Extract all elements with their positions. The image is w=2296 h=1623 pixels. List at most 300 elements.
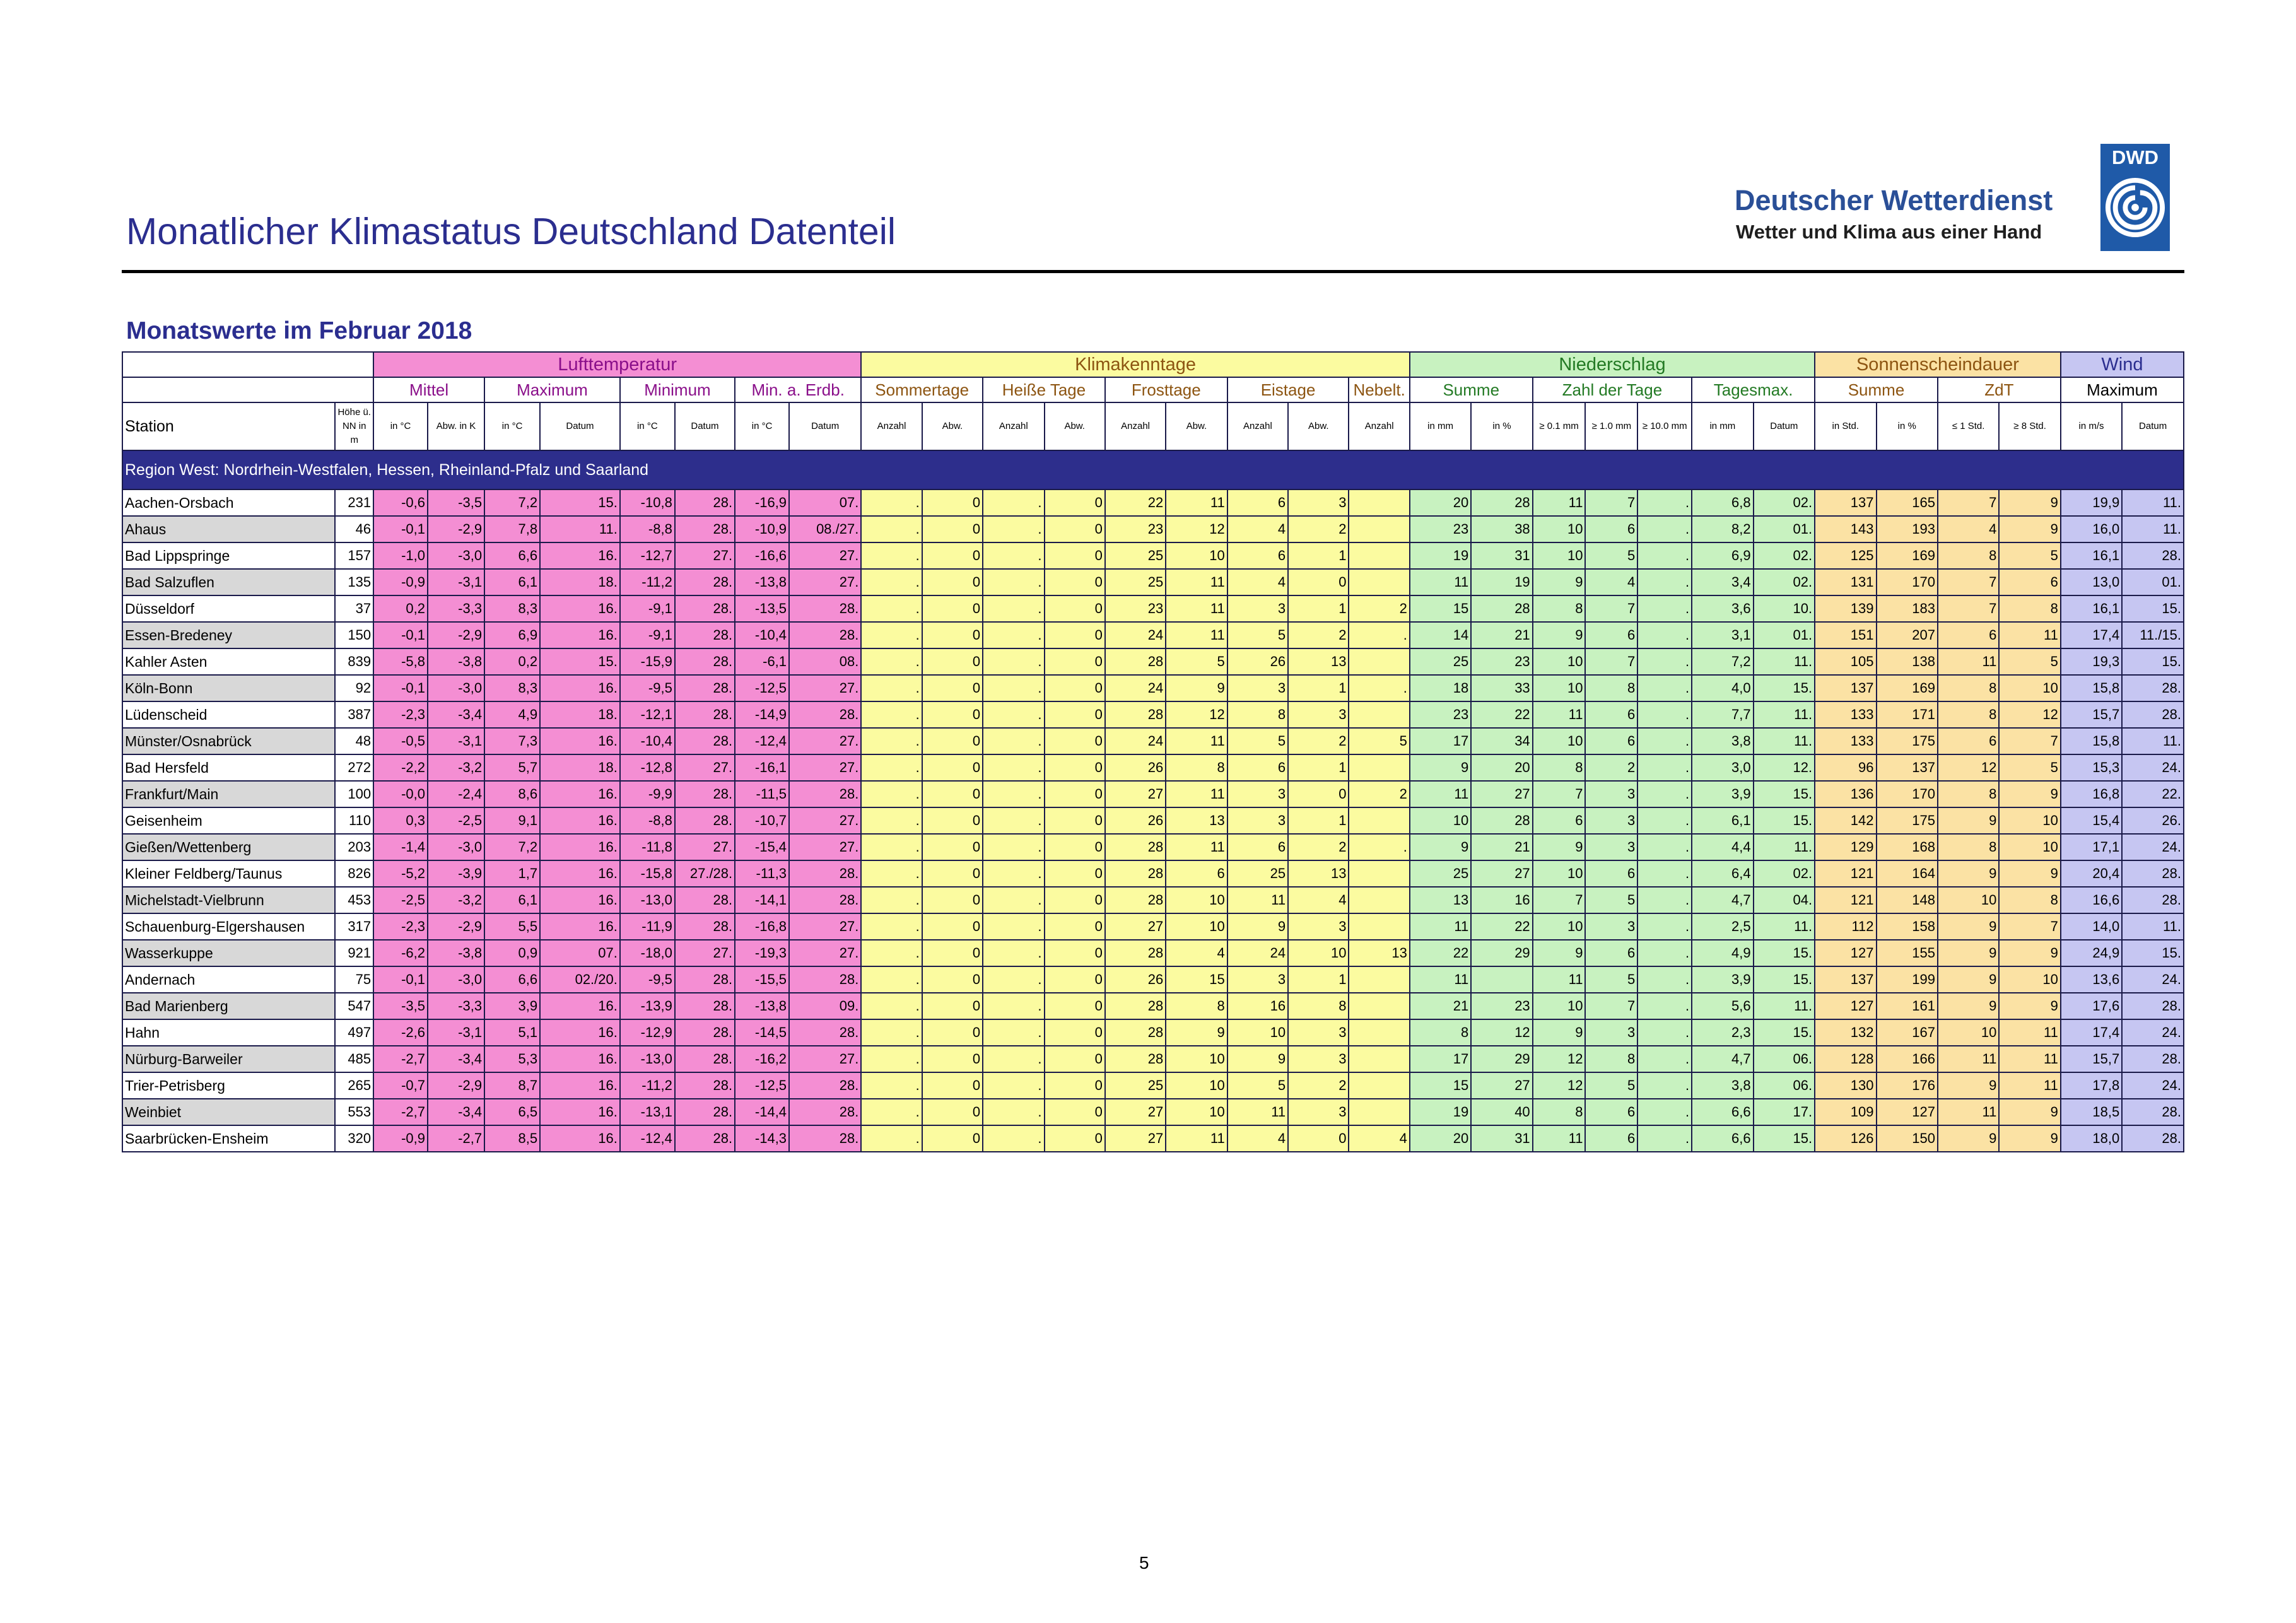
table-cell: 4,9 bbox=[1692, 940, 1753, 966]
station-name: Andernach bbox=[122, 966, 335, 993]
table-cell: 9 bbox=[1999, 781, 2060, 807]
table-cell: 0 bbox=[922, 754, 983, 781]
table-cell: 28 bbox=[1105, 701, 1166, 728]
table-cell: 28. bbox=[2122, 675, 2184, 701]
table-cell: 0 bbox=[922, 834, 983, 860]
table-cell: 9 bbox=[1999, 489, 2060, 516]
table-cell: 8,3 bbox=[484, 675, 540, 701]
table-cell: -3,4 bbox=[428, 701, 484, 728]
table-cell: 25 bbox=[1105, 542, 1166, 569]
table-cell: -3,5 bbox=[373, 993, 428, 1019]
table-cell: 11 bbox=[1166, 489, 1227, 516]
table-cell: 143 bbox=[1815, 516, 1876, 542]
table-cell: 11. bbox=[1754, 834, 1815, 860]
table-cell: 6 bbox=[1585, 1125, 1637, 1152]
table-cell: 20 bbox=[1410, 1125, 1471, 1152]
subgroup-maximum: Maximum bbox=[484, 377, 620, 402]
table-row bbox=[122, 489, 2184, 516]
table-cell: . bbox=[861, 860, 922, 887]
table-cell: 02. bbox=[1754, 860, 1815, 887]
table-cell bbox=[1349, 993, 1409, 1019]
table-cell: 2 bbox=[1288, 516, 1349, 542]
table-cell: . bbox=[983, 542, 1044, 569]
table-cell: 193 bbox=[1877, 516, 1938, 542]
unit-header: Abw. bbox=[1288, 402, 1349, 450]
table-cell: -3,3 bbox=[428, 595, 484, 622]
subgroup-mittel: Mittel bbox=[373, 377, 484, 402]
table-cell: 34 bbox=[1471, 728, 1532, 754]
table-cell: 6,6 bbox=[1692, 1125, 1753, 1152]
table-cell: 28 bbox=[1471, 807, 1532, 834]
table-cell: 10 bbox=[1533, 860, 1586, 887]
table-cell: 133 bbox=[1815, 728, 1876, 754]
table-cell: 31 bbox=[1471, 1125, 1532, 1152]
table-cell: 18. bbox=[540, 701, 620, 728]
table-cell: 126 bbox=[1815, 1125, 1876, 1152]
table-cell: 17,4 bbox=[2061, 1019, 2122, 1046]
table-cell: 0 bbox=[922, 701, 983, 728]
table-cell: . bbox=[861, 728, 922, 754]
table-cell: 26 bbox=[1105, 754, 1166, 781]
table-cell: 10 bbox=[1166, 913, 1227, 940]
table-cell: 01. bbox=[1754, 516, 1815, 542]
table-cell: 10 bbox=[1533, 913, 1586, 940]
table-cell: . bbox=[861, 595, 922, 622]
table-cell: -3,3 bbox=[428, 993, 484, 1019]
table-cell: 28. bbox=[789, 1072, 861, 1099]
table-cell: 3 bbox=[1585, 807, 1637, 834]
table-row bbox=[122, 913, 2184, 940]
table-cell: 10 bbox=[1166, 887, 1227, 913]
table-cell: 28. bbox=[789, 1019, 861, 1046]
table-cell: 27. bbox=[789, 675, 861, 701]
table-cell: -2,2 bbox=[373, 754, 428, 781]
table-cell: 10 bbox=[1999, 966, 2060, 993]
table-cell: 28 bbox=[1471, 489, 1532, 516]
table-cell: 27. bbox=[789, 1046, 861, 1072]
table-cell: . bbox=[861, 940, 922, 966]
station-name: Frankfurt/Main bbox=[122, 781, 335, 807]
table-cell: 11 bbox=[1166, 1125, 1227, 1152]
table-cell: 16,6 bbox=[2061, 887, 2122, 913]
table-cell: 15. bbox=[540, 648, 620, 675]
table-cell: 28. bbox=[675, 913, 735, 940]
table-cell: 13,6 bbox=[2061, 966, 2122, 993]
table-cell: -2,5 bbox=[428, 807, 484, 834]
table-cell: 28. bbox=[789, 966, 861, 993]
table-cell: 3 bbox=[1288, 1019, 1349, 1046]
table-cell: 9 bbox=[1938, 807, 1999, 834]
table-cell: 27. bbox=[789, 542, 861, 569]
table-cell: 167 bbox=[1877, 1019, 1938, 1046]
table-cell: -3,2 bbox=[428, 754, 484, 781]
table-cell: 28. bbox=[675, 595, 735, 622]
unit-header-row bbox=[122, 402, 2184, 450]
table-cell: 0 bbox=[1045, 516, 1105, 542]
table-cell: 11./15. bbox=[2122, 622, 2184, 648]
table-cell: 24. bbox=[2122, 1072, 2184, 1099]
table-cell: 6,1 bbox=[1692, 807, 1753, 834]
table-cell: 06. bbox=[1754, 1072, 1815, 1099]
table-cell: 11. bbox=[1754, 648, 1815, 675]
table-cell: 0 bbox=[1045, 1046, 1105, 1072]
table-cell: 272 bbox=[335, 754, 373, 781]
table-cell: -6,1 bbox=[735, 648, 789, 675]
table-cell: 203 bbox=[335, 834, 373, 860]
station-header: Station bbox=[122, 402, 335, 450]
table-cell bbox=[1349, 1046, 1409, 1072]
table-cell: 13 bbox=[1288, 860, 1349, 887]
table-cell: 27. bbox=[789, 569, 861, 595]
table-cell: 28. bbox=[675, 887, 735, 913]
table-cell: -3,0 bbox=[428, 966, 484, 993]
table-cell: -16,8 bbox=[735, 913, 789, 940]
table-cell: 02. bbox=[1754, 489, 1815, 516]
table-cell: 28 bbox=[1105, 993, 1166, 1019]
table-cell: 0 bbox=[922, 940, 983, 966]
table-cell: -10,9 bbox=[735, 516, 789, 542]
table-cell: 16. bbox=[540, 1019, 620, 1046]
table-cell: 8 bbox=[1585, 675, 1637, 701]
table-cell: 12. bbox=[1754, 754, 1815, 781]
table-cell: 16. bbox=[540, 542, 620, 569]
table-cell: 10 bbox=[1410, 807, 1471, 834]
table-cell: 38 bbox=[1471, 516, 1532, 542]
table-cell: -15,8 bbox=[620, 860, 675, 887]
table-cell: -2,7 bbox=[373, 1099, 428, 1125]
table-cell: . bbox=[983, 860, 1044, 887]
unit-header: in °C bbox=[484, 402, 540, 450]
table-cell: 20 bbox=[1471, 754, 1532, 781]
table-cell: 839 bbox=[335, 648, 373, 675]
table-cell: 5,5 bbox=[484, 913, 540, 940]
table-cell: 6 bbox=[1585, 701, 1637, 728]
table-cell bbox=[1349, 887, 1409, 913]
group-klimakenntage: Klimakenntage bbox=[861, 352, 1409, 377]
table-cell: . bbox=[983, 993, 1044, 1019]
station-name: Michelstadt-Vielbrunn bbox=[122, 887, 335, 913]
table-cell bbox=[1349, 807, 1409, 834]
table-cell: 7 bbox=[1585, 993, 1637, 1019]
table-cell: 11. bbox=[2122, 728, 2184, 754]
unit-header: in °C bbox=[373, 402, 428, 450]
table-cell: 16. bbox=[540, 675, 620, 701]
table-cell: . bbox=[1637, 993, 1692, 1019]
station-name: Münster/Osnabrück bbox=[122, 728, 335, 754]
table-cell: 10 bbox=[1533, 993, 1586, 1019]
table-cell bbox=[1349, 569, 1409, 595]
table-cell: 5 bbox=[1227, 1072, 1288, 1099]
table-cell: 137 bbox=[1877, 754, 1938, 781]
table-cell: 18,5 bbox=[2061, 1099, 2122, 1125]
table-cell: . bbox=[983, 913, 1044, 940]
table-cell: 0 bbox=[1045, 701, 1105, 728]
table-cell: 11. bbox=[540, 516, 620, 542]
table-cell: . bbox=[861, 648, 922, 675]
table-row bbox=[122, 781, 2184, 807]
table-cell: -3,1 bbox=[428, 728, 484, 754]
table-cell: 6,1 bbox=[484, 887, 540, 913]
table-cell: 8 bbox=[1999, 595, 2060, 622]
table-cell: 0 bbox=[1045, 1099, 1105, 1125]
table-cell: 9 bbox=[1166, 675, 1227, 701]
table-cell: -14,4 bbox=[735, 1099, 789, 1125]
table-cell: 168 bbox=[1877, 834, 1938, 860]
table-row bbox=[122, 542, 2184, 569]
table-cell: . bbox=[861, 1072, 922, 1099]
table-cell: 6,6 bbox=[484, 542, 540, 569]
table-cell: 0 bbox=[1045, 489, 1105, 516]
table-cell: 129 bbox=[1815, 834, 1876, 860]
table-cell: 11 bbox=[1227, 887, 1288, 913]
table-cell: 109 bbox=[1815, 1099, 1876, 1125]
table-cell: . bbox=[1637, 754, 1692, 781]
table-cell: 5 bbox=[1585, 887, 1637, 913]
table-cell: . bbox=[861, 887, 922, 913]
table-cell: 25 bbox=[1410, 648, 1471, 675]
table-cell: 28. bbox=[675, 622, 735, 648]
table-cell: 24. bbox=[2122, 966, 2184, 993]
table-cell: 3,9 bbox=[484, 993, 540, 1019]
table-cell: 3 bbox=[1288, 1046, 1349, 1072]
table-cell: 3 bbox=[1227, 595, 1288, 622]
table-cell: 4 bbox=[1585, 569, 1637, 595]
table-cell: 28. bbox=[2122, 1099, 2184, 1125]
table-cell: 16. bbox=[540, 595, 620, 622]
table-cell: 11 bbox=[1166, 728, 1227, 754]
table-cell: 19 bbox=[1471, 569, 1532, 595]
table-cell: 28. bbox=[675, 993, 735, 1019]
table-cell: 6 bbox=[1227, 754, 1288, 781]
station-name: Wasserkuppe bbox=[122, 940, 335, 966]
table-cell: 12 bbox=[1999, 701, 2060, 728]
station-name: Geisenheim bbox=[122, 807, 335, 834]
table-cell: 131 bbox=[1815, 569, 1876, 595]
table-cell: . bbox=[983, 781, 1044, 807]
table-cell: 8 bbox=[1288, 993, 1349, 1019]
table-cell: 11 bbox=[1999, 622, 2060, 648]
table-cell: 08. bbox=[789, 648, 861, 675]
table-cell: -14,3 bbox=[735, 1125, 789, 1152]
table-cell: 9 bbox=[1533, 940, 1586, 966]
table-cell: 27. bbox=[789, 754, 861, 781]
table-cell: 171 bbox=[1877, 701, 1938, 728]
table-cell: 7,2 bbox=[1692, 648, 1753, 675]
table-cell: 1 bbox=[1288, 595, 1349, 622]
unit-header: Datum bbox=[675, 402, 735, 450]
table-cell: 453 bbox=[335, 887, 373, 913]
table-cell: -0,6 bbox=[373, 489, 428, 516]
table-cell: -3,1 bbox=[428, 1019, 484, 1046]
table-cell: . bbox=[983, 1099, 1044, 1125]
table-cell: 15,7 bbox=[2061, 701, 2122, 728]
table-cell: 10 bbox=[1938, 1019, 1999, 1046]
table-cell: 3,6 bbox=[1692, 595, 1753, 622]
table-cell bbox=[1349, 516, 1409, 542]
table-cell: 3,8 bbox=[1692, 728, 1753, 754]
table-cell: 24. bbox=[2122, 754, 2184, 781]
table-cell: -14,9 bbox=[735, 701, 789, 728]
table-cell: 04. bbox=[1754, 887, 1815, 913]
table-cell: 8,7 bbox=[484, 1072, 540, 1099]
table-cell: 9 bbox=[1999, 940, 2060, 966]
table-cell: 16. bbox=[540, 807, 620, 834]
unit-header: Abw. bbox=[922, 402, 983, 450]
table-cell: 16 bbox=[1471, 887, 1532, 913]
table-cell: 136 bbox=[1815, 781, 1876, 807]
table-cell: 8 bbox=[1533, 595, 1586, 622]
table-cell: 28. bbox=[675, 569, 735, 595]
table-cell: 27. bbox=[675, 542, 735, 569]
table-cell: 13 bbox=[1349, 940, 1409, 966]
table-cell: -2,3 bbox=[373, 701, 428, 728]
table-cell: 9 bbox=[1227, 1046, 1288, 1072]
table-cell: 6,6 bbox=[484, 966, 540, 993]
table-cell: . bbox=[1637, 1019, 1692, 1046]
table-cell: -13,0 bbox=[620, 1046, 675, 1072]
unit-header: ≤ 1 Std. bbox=[1938, 402, 1999, 450]
table-cell: . bbox=[983, 1019, 1044, 1046]
table-cell: 3 bbox=[1227, 966, 1288, 993]
group-niederschlag: Niederschlag bbox=[1410, 352, 1815, 377]
swirl-icon bbox=[2104, 177, 2166, 238]
table-cell: 0 bbox=[1045, 595, 1105, 622]
table-cell: 0 bbox=[922, 648, 983, 675]
table-cell: . bbox=[983, 1046, 1044, 1072]
table-cell: 0 bbox=[1045, 887, 1105, 913]
table-cell: 28 bbox=[1105, 887, 1166, 913]
station-name: Bad Hersfeld bbox=[122, 754, 335, 781]
table-cell: 8 bbox=[1533, 754, 1586, 781]
table-cell: 9 bbox=[1938, 1072, 1999, 1099]
table-row bbox=[122, 1019, 2184, 1046]
table-cell: 0 bbox=[922, 489, 983, 516]
table-cell: 6 bbox=[1585, 728, 1637, 754]
table-cell: 11 bbox=[1999, 1019, 2060, 1046]
station-name: Trier-Petrisberg bbox=[122, 1072, 335, 1099]
table-cell: 75 bbox=[335, 966, 373, 993]
table-cell: -13,5 bbox=[735, 595, 789, 622]
table-cell: 8 bbox=[1533, 1099, 1586, 1125]
table-cell: 0 bbox=[922, 595, 983, 622]
table-cell: 6 bbox=[1166, 860, 1227, 887]
table-cell: . bbox=[983, 701, 1044, 728]
table-cell: 37 bbox=[335, 595, 373, 622]
table-cell: -18,0 bbox=[620, 940, 675, 966]
table-row bbox=[122, 993, 2184, 1019]
table-cell: 28. bbox=[675, 1099, 735, 1125]
table-cell: 24. bbox=[2122, 1019, 2184, 1046]
table-cell: 3 bbox=[1585, 913, 1637, 940]
table-cell: -13,8 bbox=[735, 569, 789, 595]
table-cell: 16. bbox=[540, 1099, 620, 1125]
table-cell: 25 bbox=[1105, 1072, 1166, 1099]
table-cell: 7 bbox=[1999, 728, 2060, 754]
table-cell: 2,3 bbox=[1692, 1019, 1753, 1046]
table-cell: 16. bbox=[540, 1072, 620, 1099]
table-cell: -5,2 bbox=[373, 860, 428, 887]
table-cell: 4 bbox=[1227, 569, 1288, 595]
table-cell: 20,4 bbox=[2061, 860, 2122, 887]
table-cell: -16,1 bbox=[735, 754, 789, 781]
table-cell: 27. bbox=[789, 913, 861, 940]
table-cell: 27 bbox=[1471, 781, 1532, 807]
table-cell: . bbox=[1637, 569, 1692, 595]
table-cell: 5,1 bbox=[484, 1019, 540, 1046]
table-row bbox=[122, 860, 2184, 887]
table-cell: 11 bbox=[1938, 1046, 1999, 1072]
table-cell: 2 bbox=[1288, 834, 1349, 860]
table-cell: 0 bbox=[1045, 1072, 1105, 1099]
table-cell: 7,8 bbox=[484, 516, 540, 542]
table-cell: 0 bbox=[1288, 781, 1349, 807]
table-cell: . bbox=[1637, 887, 1692, 913]
table-cell: 25 bbox=[1410, 860, 1471, 887]
table-cell: . bbox=[861, 516, 922, 542]
subgroup-eistage: Eistage bbox=[1227, 377, 1349, 402]
table-cell: 11. bbox=[1754, 993, 1815, 1019]
table-cell: 8 bbox=[1938, 542, 1999, 569]
table-cell: 0 bbox=[922, 675, 983, 701]
table-cell: 4,7 bbox=[1692, 1046, 1753, 1072]
table-cell: 9 bbox=[1227, 913, 1288, 940]
table-cell: 10 bbox=[1938, 887, 1999, 913]
table-cell: -2,6 bbox=[373, 1019, 428, 1046]
table-row bbox=[122, 754, 2184, 781]
table-cell: 16 bbox=[1227, 993, 1288, 1019]
table-cell: . bbox=[861, 1019, 922, 1046]
table-cell: . bbox=[1637, 966, 1692, 993]
table-cell: 0 bbox=[922, 1019, 983, 1046]
table-cell: 3 bbox=[1288, 1099, 1349, 1125]
table-cell: 28. bbox=[789, 1125, 861, 1152]
table-cell: 0 bbox=[1045, 754, 1105, 781]
table-cell: . bbox=[983, 807, 1044, 834]
table-row bbox=[122, 1125, 2184, 1152]
table-cell: 17,1 bbox=[2061, 834, 2122, 860]
table-cell bbox=[1349, 860, 1409, 887]
table-cell: 10 bbox=[1533, 728, 1586, 754]
table-cell: 3,0 bbox=[1692, 754, 1753, 781]
table-cell: 317 bbox=[335, 913, 373, 940]
table-cell bbox=[1349, 913, 1409, 940]
table-cell: 7 bbox=[1999, 913, 2060, 940]
table-cell: 15. bbox=[2122, 595, 2184, 622]
table-cell: 15. bbox=[1754, 966, 1815, 993]
table-cell: 11 bbox=[1999, 1046, 2060, 1072]
table-cell: 15. bbox=[1754, 807, 1815, 834]
table-cell: 16. bbox=[540, 860, 620, 887]
table-cell: 0 bbox=[1045, 675, 1105, 701]
table-cell: 28 bbox=[1105, 1046, 1166, 1072]
table-cell: 02./20. bbox=[540, 966, 620, 993]
table-cell: 15,8 bbox=[2061, 728, 2122, 754]
subgroup-niederschlag-summe: Summe bbox=[1410, 377, 1533, 402]
climate-data-table bbox=[122, 351, 2184, 1152]
table-cell: 100 bbox=[335, 781, 373, 807]
table-cell: 11 bbox=[1166, 622, 1227, 648]
table-cell: . bbox=[1637, 516, 1692, 542]
table-cell: -2,9 bbox=[428, 1072, 484, 1099]
table-cell: 16,0 bbox=[2061, 516, 2122, 542]
table-cell: 07. bbox=[789, 489, 861, 516]
table-cell: 5,7 bbox=[484, 754, 540, 781]
table-cell: 4 bbox=[1288, 887, 1349, 913]
table-cell: 23 bbox=[1410, 516, 1471, 542]
table-cell: -10,8 bbox=[620, 489, 675, 516]
table-cell: -6,2 bbox=[373, 940, 428, 966]
table-cell: 161 bbox=[1877, 993, 1938, 1019]
